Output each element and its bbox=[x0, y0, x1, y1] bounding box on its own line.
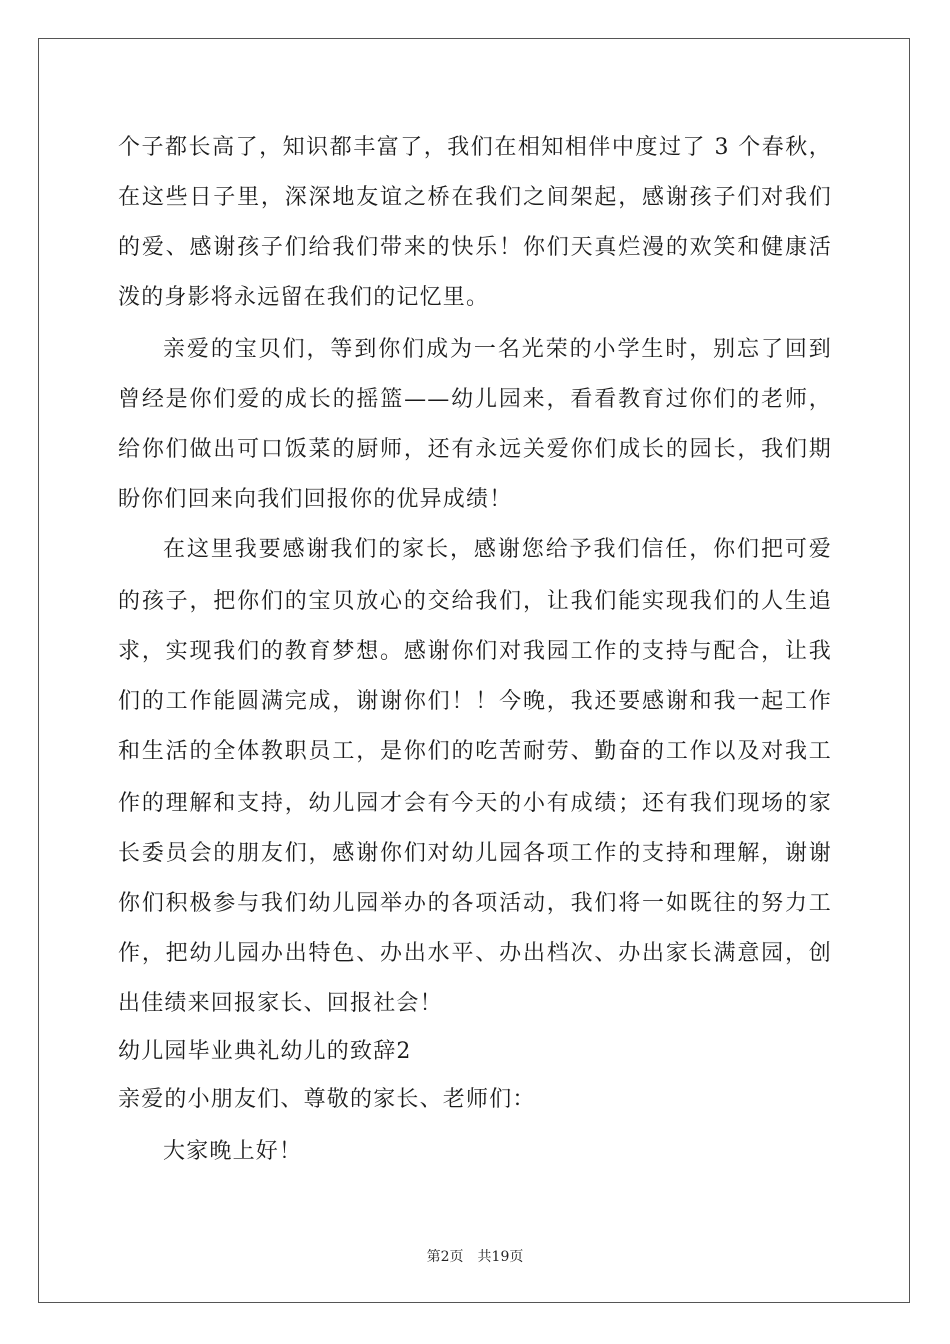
text-line: 作的理解和支持，幼儿园才会有今天的小有成绩；还有我们现场的家 bbox=[118, 791, 832, 816]
section-heading: 幼儿园毕业典礼幼儿的致辞2 bbox=[118, 1039, 412, 1064]
greeting: 大家晚上好！ bbox=[163, 1139, 303, 1164]
text-line: 求，实现我们的教育梦想。感谢你们对我园工作的支持与配合，让我 bbox=[118, 639, 832, 664]
text-line: 和生活的全体教职员工，是你们的吃苦耐劳、勤奋的工作以及对我工 bbox=[118, 739, 832, 764]
text-line: 作，把幼儿园办出特色、办出水平、办出档次、办出家长满意园，创 bbox=[118, 941, 832, 966]
text-line: 出佳绩来回报家长、回报社会！ bbox=[118, 991, 443, 1016]
text-line: 的爱、感谢孩子们给我们带来的快乐！你们天真烂漫的欢笑和健康活 bbox=[118, 235, 832, 260]
text-line: 曾经是你们爱的成长的摇篮——幼儿园来，看看教育过你们的老师， bbox=[118, 387, 832, 412]
text-line: 长委员会的朋友们，感谢你们对幼儿园各项工作的支持和理解，谢谢 bbox=[118, 841, 832, 866]
text-line: 盼你们回来向我们回报你的优异成绩！ bbox=[118, 487, 513, 512]
text-line: 给你们做出可口饭菜的厨师，还有永远关爱你们成长的园长，我们期 bbox=[118, 437, 832, 462]
text-line: 个子都长高了，知识都丰富了，我们在相知相伴中度过了 3 个春秋， bbox=[118, 135, 832, 160]
text-line: 你们积极参与我们幼儿园举办的各项活动，我们将一如既往的努力工 bbox=[118, 891, 832, 916]
paragraph-start-line: 亲爱的宝贝们，等到你们成为一名光荣的小学生时，别忘了回到 bbox=[163, 337, 832, 362]
page-number: 第2页 共19页 bbox=[426, 1249, 524, 1265]
paragraph-start-line: 在这里我要感谢我们的家长，感谢您给予我们信任，你们把可爱 bbox=[163, 537, 832, 562]
salutation: 亲爱的小朋友们、尊敬的家长、老师们： bbox=[118, 1087, 536, 1112]
text-line: 的孩子，把你们的宝贝放心的交给我们，让我们能实现我们的人生追 bbox=[118, 589, 832, 614]
text-line: 在这些日子里，深深地友谊之桥在我们之间架起，感谢孩子们对我们 bbox=[118, 185, 832, 210]
text-line: 们的工作能圆满完成，谢谢你们！！今晚，我还要感谢和我一起工作 bbox=[118, 689, 832, 714]
text-line: 泼的身影将永远留在我们的记忆里。 bbox=[118, 285, 490, 310]
